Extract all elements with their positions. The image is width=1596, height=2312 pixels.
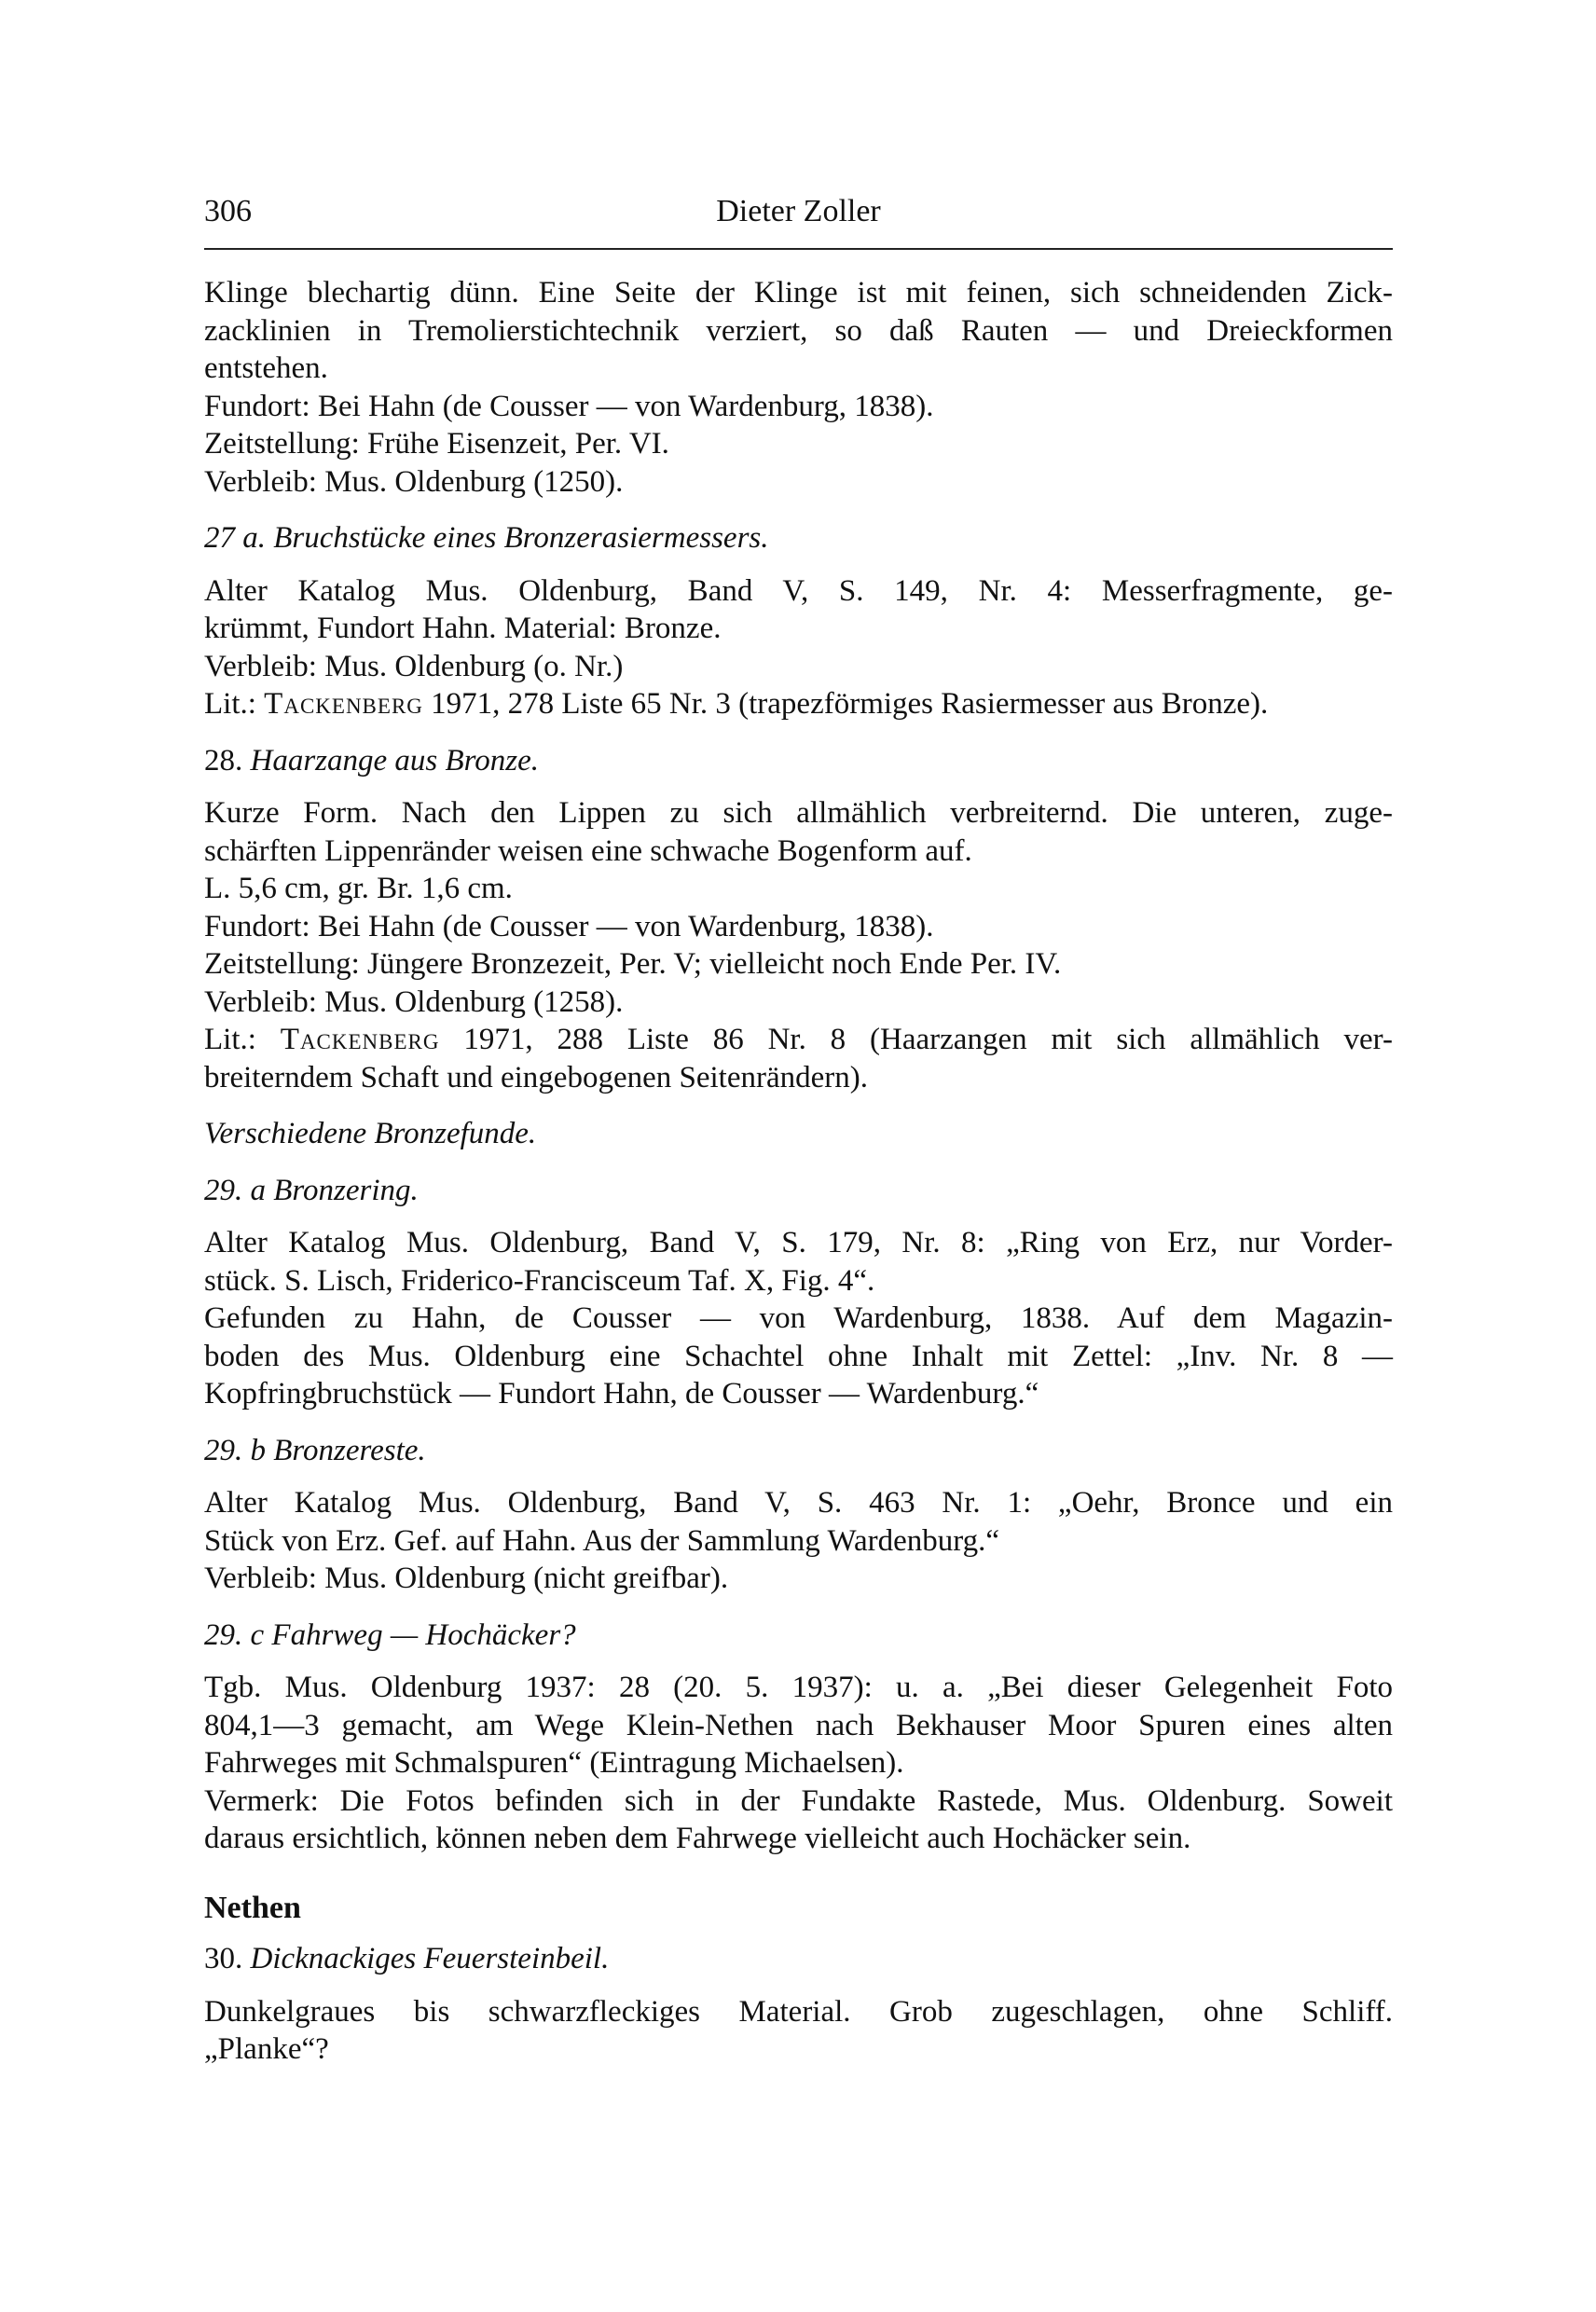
text-line: Alter Katalog Mus. Oldenburg, Band V, S. 463 Nr. 1: „Oehr, Bronce und ein (204, 1486, 1393, 1520)
entry-continuation (204, 274, 1393, 501)
text-line: boden des Mus. Oldenburg eine Schachtel ohne Inhalt mit Zettel: „Inv. Nr. 8 — (204, 1339, 1393, 1373)
entry-heading (204, 742, 1393, 780)
entry-heading (204, 1940, 1393, 1978)
entry-heading (204, 1172, 1393, 1210)
text-line: daraus ersichtlich, können neben dem Fahrwege vielleicht auch Hochäcker sein. (204, 1822, 1191, 1855)
entry-number: 28. (204, 743, 243, 778)
text-line: Alter Katalog Mus. Oldenburg, Band V, S. 149, Nr. 4: Messerfragmente, ge- (204, 573, 1393, 608)
text-line: „Planke“? (204, 2032, 329, 2066)
text-line: 804,1—3 gemacht, am Wege Klein-Nethen nach Bekhauser Moor Spuren eines alten (204, 1708, 1393, 1742)
fundort-line: Fundort: Bei Hahn (de Cousser — von Wardenburg, 1838). (204, 389, 934, 423)
literature-line (204, 1021, 1393, 1059)
entry-number: 29. c (204, 1617, 265, 1652)
text-line: Tgb. Mus. Oldenburg 1937: 28 (20. 5. 1937): u. a. „Bei dieser Gelegenheit Foto (204, 1671, 1393, 1704)
entry-number: 30. (204, 1942, 243, 1975)
text-line: zacklinien in Tremolierstichtechnik verziert, so daß Rauten — und Dreieckformen (204, 313, 1393, 348)
text-line: stück. S. Lisch, Friderico-Francisceum Taf. X, Fig. 4“. (204, 1263, 875, 1298)
text-line: Stück von Erz. Gef. auf Hahn. Aus der Sammlung Wardenburg.“ (204, 1523, 1000, 1558)
text-line: Vermerk: Die Fotos befinden sich in der Fundakte Rastede, Mus. Oldenburg. Soweit (204, 1783, 1393, 1818)
zeitstellung-line: Zeitstellung: Frühe Eisenzeit, Per. VI. (204, 427, 669, 461)
literature-reference: 1971, 288 Liste 86 Nr. 8 (Haarzangen mit sich allmählich ver- (439, 1023, 1393, 1056)
literature-reference: 1971, 278 Liste 65 Nr. 3 (trapezförmiges Rasiermesser aus Bronze). (422, 687, 1269, 721)
literature-author: Tackenberg (280, 1023, 440, 1056)
entry-title: Dicknackiges Feuersteinbeil. (250, 1942, 610, 1975)
entry-29a (204, 1172, 1393, 1413)
verbleib-line: Verbleib: Mus. Oldenburg (1250). (204, 464, 624, 499)
section-heading-nethen: Nethen (204, 1890, 301, 1925)
text-line: krümmt, Fundort Hahn. Material: Bronze. (204, 612, 722, 645)
header-rule (204, 248, 1393, 250)
text-line: Kopfringbruchstück — Fundort Hahn, de Cousser — Wardenburg.“ (204, 1377, 1039, 1411)
entry-29c (204, 1617, 1393, 1858)
measurement-line: L. 5,6 cm, gr. Br. 1,6 cm. (204, 872, 513, 905)
text-line: schärften Lippenränder weisen eine schwache Bogenform auf. (204, 833, 972, 868)
entry-29b (204, 1432, 1393, 1598)
entry-number: 29. b (204, 1433, 266, 1467)
text-line: Gefunden zu Hahn, de Cousser — von Wardenburg, 1838. Auf dem Magazin- (204, 1301, 1393, 1335)
entry-title: Bruchstücke eines Bronzerasiermessers. (273, 521, 769, 555)
text-line: Kurze Form. Nach den Lippen zu sich allmählich verbreiternd. Die unteren, zuge- (204, 796, 1393, 830)
entry-30 (204, 1940, 1393, 2069)
group-heading: Verschiedene Bronzefunde. (204, 1117, 537, 1150)
text-line: Fahrweges mit Schmalspuren“ (Eintragung Michaelsen). (204, 1746, 904, 1780)
text-line: Klinge blechartig dünn. Eine Seite der Klinge ist mit feinen, sich schneidenden Zick- (204, 276, 1393, 310)
verbleib-line: Verbleib: Mus. Oldenburg (nicht greifbar). (204, 1562, 729, 1595)
fundort-line: Fundort: Bei Hahn (de Cousser — von Wardenburg, 1838). (204, 909, 934, 943)
text-line: Alter Katalog Mus. Oldenburg, Band V, S. 179, Nr. 8: „Ring von Erz, nur Vorder- (204, 1226, 1393, 1259)
literature-line (204, 685, 1393, 723)
entry-heading (204, 1432, 1393, 1470)
zeitstellung-line: Zeitstellung: Jüngere Bronzezeit, Per. V; vielleicht noch Ende Per. IV. (204, 947, 1062, 981)
entry-28 (204, 742, 1393, 1097)
literature-prefix: Lit.: (204, 687, 265, 721)
entry-number: 29. a (204, 1173, 266, 1207)
entry-heading (204, 519, 1393, 557)
verbleib-line: Verbleib: Mus. Oldenburg (o. Nr.) (204, 649, 624, 683)
verbleib-line: Verbleib: Mus. Oldenburg (1258). (204, 984, 624, 1019)
literature-author: Tackenberg (264, 687, 423, 721)
page-header (204, 186, 1393, 237)
page-content (204, 274, 1393, 2069)
entry-27a (204, 519, 1393, 723)
text-line: entstehen. (204, 351, 328, 385)
entry-title: Bronzereste. (273, 1433, 426, 1467)
page-number: 306 (204, 194, 252, 228)
text-line: Dunkelgraues bis schwarzfleckiges Material. Grob zugeschlagen, ohne Schliff. (204, 1994, 1393, 2029)
entry-title: Fahrweg — Hochäcker? (271, 1617, 576, 1652)
entry-number: 27 a. (204, 521, 266, 555)
literature-line: breiterndem Schaft und eingebogenen Seitenrändern). (204, 1060, 868, 1094)
literature-prefix: Lit.: (204, 1023, 281, 1056)
running-head: Dieter Zoller (716, 194, 881, 228)
entry-title: Bronzering. (273, 1173, 419, 1207)
entry-title: Haarzange aus Bronze. (250, 743, 540, 778)
entry-heading (204, 1617, 1393, 1655)
